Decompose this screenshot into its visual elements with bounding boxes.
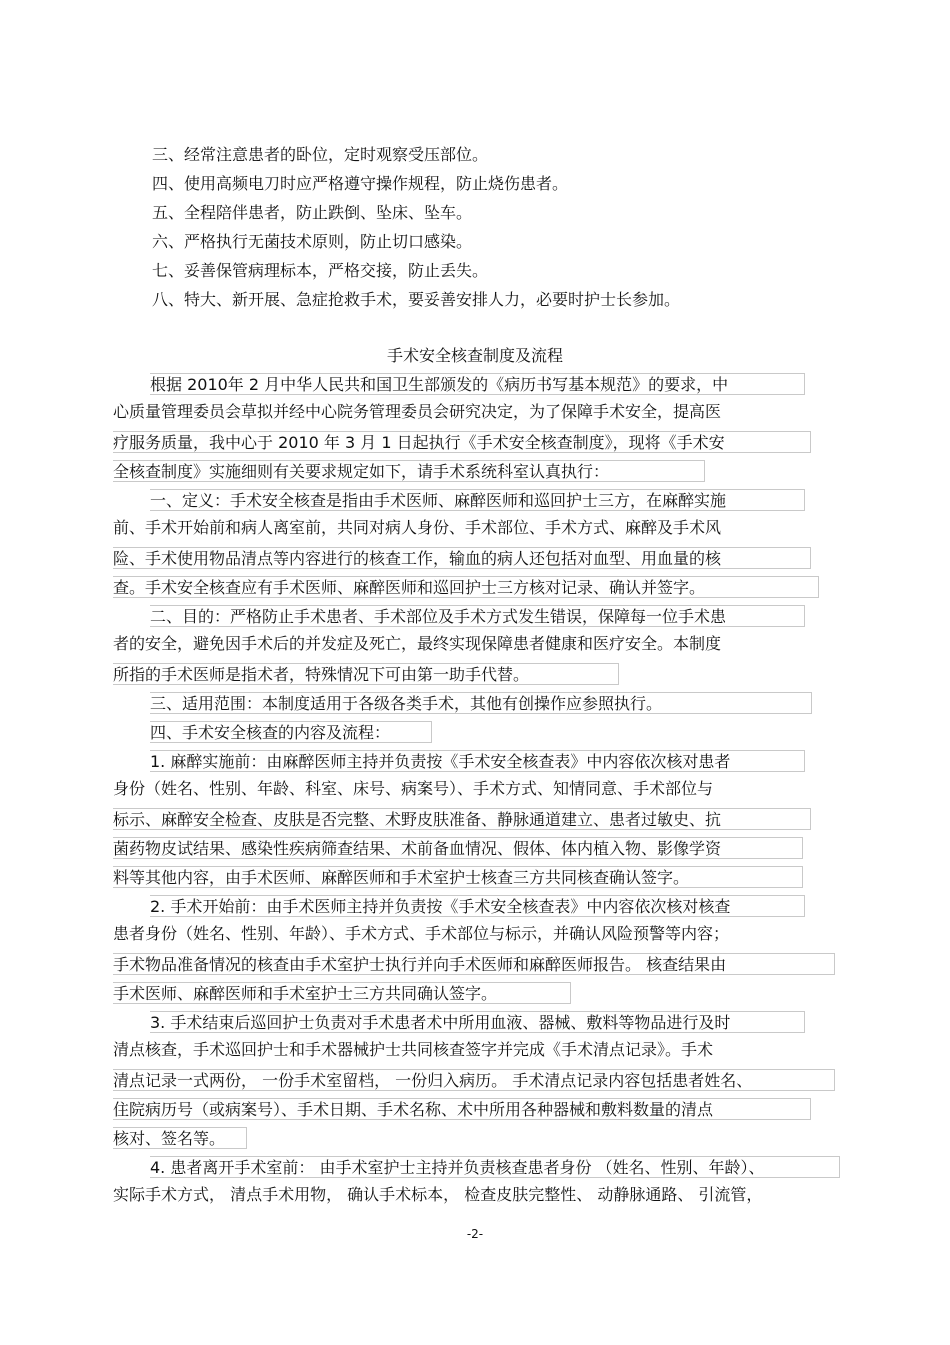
- body-line: 实际手术方式， 清点手术用物， 确认手术标本， 检查皮肤完整性、 动静脉通路、 引流管，: [113, 1185, 763, 1204]
- body-line: 核对、签名等。: [113, 1127, 247, 1149]
- body-line: 疗服务质量，我中心于 2010 年 3 月 1 日起执行《手术安全核查制度》，现将《手术安: [113, 431, 811, 453]
- body-line: 4. 患者离开手术室前： 由手术室护士主持并负责核查患者身份 （姓名、性别、年龄）、: [150, 1156, 840, 1178]
- body-line: 三、适用范围：本制度适用于各级各类手术，其他有创操作应参照执行。: [150, 692, 812, 714]
- body-line: 1. 麻醉实施前：由麻醉医师主持并负责按《手术安全核查表》中内容依次核对患者: [150, 750, 805, 772]
- body-line: 身份（姓名、性别、年龄、科室、床号、病案号）、手术方式、知情同意、手术部位与: [113, 779, 714, 798]
- list-item-4: 四、使用高频电刀时应严格遵守操作规程，防止烧伤患者。: [152, 174, 569, 193]
- body-line: 标示、麻醉安全检查、皮肤是否完整、术野皮肤准备、静脉通道建立、患者过敏史、抗: [113, 808, 811, 830]
- body-line: 四、手术安全核查的内容及流程：: [150, 721, 432, 743]
- body-line: 全核查制度》实施细则有关要求规定如下，请手术系统科室认真执行：: [113, 460, 705, 482]
- body-line: 查。手术安全核查应有手术医师、麻醉医师和巡回护士三方核对记录、确认并签字。: [113, 576, 819, 598]
- list-item-6: 六、严格执行无菌技术原则，防止切口感染。: [152, 232, 473, 251]
- body-line: 根据 2010年 2 月中华人民共和国卫生部颁发的《病历书写基本规范》的要求，中: [150, 373, 805, 395]
- body-line: 手术物品准备情况的核查由手术室护士执行并向手术医师和麻醉医师报告。 核查结果由: [113, 953, 835, 975]
- list-item-5: 五、全程陪伴患者，防止跌倒、坠床、坠车。: [152, 203, 473, 222]
- body-line: 心质量管理委员会草拟并经中心院务管理委员会研究决定，为了保障手术安全，提高医: [113, 402, 722, 421]
- body-line: 前、手术开始前和病人离室前，共同对病人身份、手术部位、手术方式、麻醉及手术风: [113, 518, 722, 537]
- body-line: 手术医师、麻醉医师和手术室护士三方共同确认签字。: [113, 982, 571, 1004]
- list-item-7: 七、妥善保管病理标本，严格交接，防止丢失。: [152, 261, 489, 280]
- body-line: 住院病历号（或病案号）、手术日期、手术名称、术中所用各种器械和敷料数量的清点: [113, 1098, 811, 1120]
- body-line: 清点记录一式两份， 一份手术室留档， 一份归入病历。 手术清点记录内容包括患者姓名、: [113, 1069, 835, 1091]
- body-line: 料等其他内容，由手术医师、麻醉医师和手术室护士核查三方共同核查确认签字。: [113, 866, 803, 888]
- page-number: -2-: [466, 1227, 484, 1241]
- body-line: 3. 手术结束后巡回护士负责对手术患者术中所用血液、器械、敷料等物品进行及时: [150, 1011, 805, 1033]
- body-line: 2. 手术开始前：由手术医师主持并负责按《手术安全核查表》中内容依次核对核查: [150, 895, 805, 917]
- section-title: 手术安全核查制度及流程: [386, 346, 563, 365]
- body-line: 险、手术使用物品清点等内容进行的核查工作，输血的病人还包括对血型、用血量的核: [113, 547, 811, 569]
- body-line: 二、目的：严格防止手术患者、手术部位及手术方式发生错误，保障每一位手术患: [150, 605, 805, 627]
- body-line: 清点核查，手术巡回护士和手术器械护士共同核查签字并完成《手术清点记录》。手术: [113, 1040, 714, 1059]
- body-line: 所指的手术医师是指术者，特殊情况下可由第一助手代替。: [113, 663, 619, 685]
- body-line: 患者身份（姓名、性别、年龄）、手术方式、手术部位与标示，并确认风险预警等内容；: [113, 924, 730, 943]
- list-item-8: 八、特大、新开展、急症抢救手术，要妥善安排人力，必要时护士长参加。: [152, 290, 681, 309]
- body-line: 一、定义：手术安全核查是指由手术医师、麻醉医师和巡回护士三方，在麻醉实施: [150, 489, 805, 511]
- body-line: 者的安全，避免因手术后的并发症及死亡，最终实现保障患者健康和医疗安全。本制度: [113, 634, 722, 653]
- list-item-3: 三、经常注意患者的卧位，定时观察受压部位。: [152, 145, 489, 164]
- body-line: 菌药物皮试结果、感染性疾病筛查结果、术前备血情况、假体、体内植入物、影像学资: [113, 837, 803, 859]
